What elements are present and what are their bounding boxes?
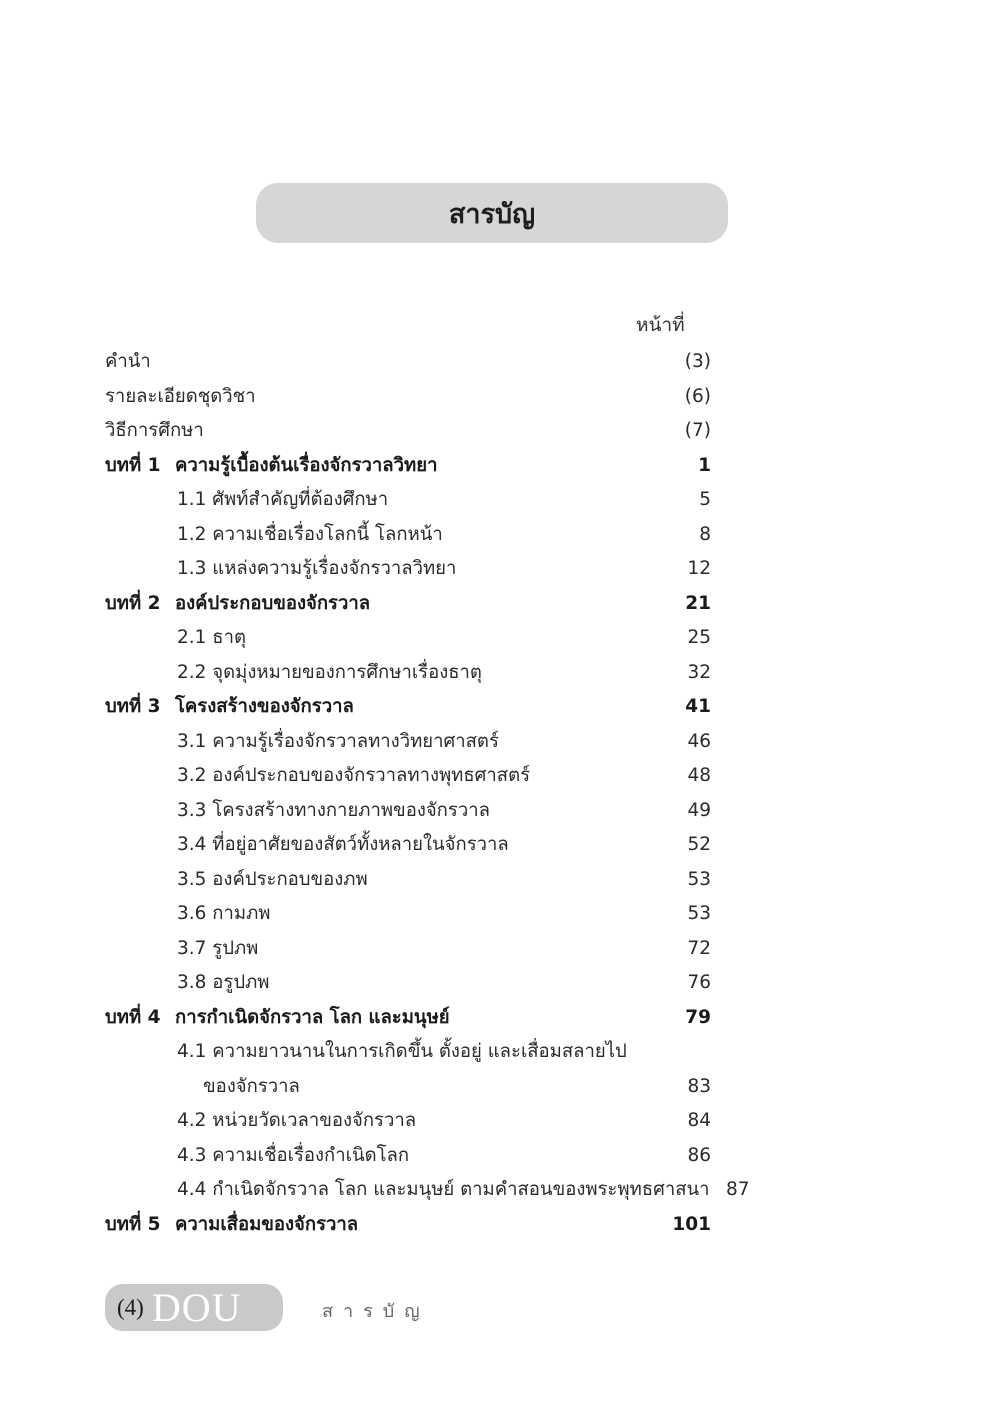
- toc-row-section-3-7[interactable]: [105, 932, 711, 967]
- chapter-title: การกำเนิดจักรวาล โลก และมนุษย์: [175, 1006, 450, 1028]
- footer-badge: [105, 1284, 283, 1331]
- footer-page-number: (4): [117, 1294, 144, 1320]
- toc-entry-page: (6): [684, 385, 711, 407]
- toc-row-section-3-8[interactable]: [105, 966, 711, 1001]
- toc-entry-page: 8: [699, 523, 711, 545]
- toc-row-section-1-2[interactable]: [105, 518, 711, 553]
- toc-row-chapter-4[interactable]: [105, 1001, 711, 1036]
- toc-entry-page: 53: [687, 903, 711, 924]
- toc-entry-page: 5: [699, 489, 711, 510]
- toc-entry-page: 48: [687, 765, 711, 786]
- toc-entry-label: 3.4 ที่อยู่อาศัยของสัตว์ทั้งหลายในจักรวาล: [177, 834, 509, 855]
- toc-row-chapter-3[interactable]: [105, 690, 711, 725]
- toc-chapter-label: [105, 587, 671, 622]
- page-column-label: หน้าที่: [636, 314, 685, 336]
- toc-entry-label: วิธีการศึกษา: [105, 420, 204, 441]
- chapter-number: บทที่ 1: [105, 454, 161, 476]
- toc-entry-label: 1.2 ความเชื่อเรื่องโลกนี้ โลกหน้า: [177, 523, 443, 545]
- toc-row-study-method[interactable]: [105, 414, 711, 449]
- toc-row-section-2-2[interactable]: [105, 656, 711, 691]
- toc-entry-page: 32: [687, 661, 711, 683]
- toc-entry-label: 3.5 องค์ประกอบของภพ: [177, 868, 368, 890]
- toc-row-section-4-2[interactable]: [105, 1104, 711, 1139]
- toc-row-section-1-1[interactable]: [105, 483, 711, 518]
- title-banner: [256, 183, 728, 243]
- toc-entry-label: 3.6 กามภพ: [177, 903, 271, 924]
- toc-row-section-3-6[interactable]: [105, 897, 711, 932]
- toc-entry-label: คำนำ: [105, 351, 151, 372]
- toc-row-section-3-2[interactable]: [105, 759, 711, 794]
- toc-row-chapter-1[interactable]: [105, 449, 711, 484]
- toc-entry-label: 3.1 ความรู้เรื่องจักรวาลทางวิทยาศาสตร์: [177, 730, 499, 752]
- toc-entry-label: 2.1 ธาตุ: [177, 627, 246, 648]
- toc-entry-page: 76: [687, 972, 711, 993]
- toc-entry-page: 87: [726, 1179, 750, 1200]
- toc-entry-label: 3.3 โครงสร้างทางกายภาพของจักรวาล: [177, 799, 490, 821]
- toc-entry-page: 83: [687, 1075, 711, 1097]
- chapter-title: ความรู้เบื้องต้นเรื่องจักรวาลวิทยา: [175, 454, 438, 476]
- toc-row-section-4-4[interactable]: [105, 1173, 750, 1208]
- toc-entry-page: 46: [687, 730, 711, 752]
- toc-entry-page: 86: [687, 1144, 711, 1166]
- toc-entry-page: 84: [687, 1110, 711, 1131]
- toc-entry-page: 49: [687, 799, 711, 821]
- toc-entry-page: (7): [684, 420, 711, 441]
- toc-entry-label: รายละเอียดชุดวิชา: [105, 385, 256, 407]
- page-title: สารบัญ: [448, 198, 536, 230]
- toc-entry-label: 3.2 องค์ประกอบของจักรวาลทางพุทธศาสตร์: [177, 765, 531, 786]
- toc-entry-page: 52: [687, 834, 711, 855]
- chapter-number: บทที่ 2: [105, 592, 161, 614]
- toc-chapter-label: [105, 690, 671, 725]
- toc-entry-page: 41: [685, 696, 711, 717]
- toc-row-preface[interactable]: [105, 345, 711, 380]
- toc-row-course-details[interactable]: [105, 380, 711, 415]
- toc-entry-page: (3): [684, 351, 711, 372]
- toc-row-section-1-3[interactable]: [105, 552, 711, 587]
- toc-row-section-4-1-continued[interactable]: [105, 1070, 711, 1105]
- toc-entry-label: 4.2 หน่วยวัดเวลาของจักรวาล: [177, 1110, 417, 1131]
- footer-caption: สารบัญ: [322, 1301, 430, 1322]
- toc-row-section-3-4[interactable]: [105, 828, 711, 863]
- toc-row-chapter-2[interactable]: [105, 587, 711, 622]
- toc-entry-page: 25: [687, 627, 711, 648]
- chapter-number: บทที่ 4: [105, 1006, 161, 1028]
- chapter-number: บทที่ 5: [105, 1213, 161, 1235]
- toc-entry-page: 79: [685, 1006, 711, 1028]
- toc-chapter-label: [105, 1208, 671, 1243]
- footer-brand-logo: DOU: [151, 1285, 242, 1330]
- toc-entry-label: 3.8 อรูปภพ: [177, 972, 270, 993]
- toc-entry-page: 72: [687, 937, 711, 959]
- toc-row-section-2-1[interactable]: [105, 621, 711, 656]
- toc-row-section-4-3[interactable]: [105, 1139, 711, 1174]
- toc-entry-label: ของจักรวาล: [203, 1075, 300, 1097]
- chapter-number: บทที่ 3: [105, 696, 161, 717]
- toc-entry-label: 2.2 จุดมุ่งหมายของการศึกษาเรื่องธาตุ: [177, 661, 482, 683]
- toc-entry-page: 12: [687, 558, 711, 579]
- toc-entry-page: 21: [685, 592, 711, 614]
- chapter-title: โครงสร้างของจักรวาล: [175, 696, 354, 717]
- toc-row-chapter-5[interactable]: [105, 1208, 711, 1243]
- table-of-contents: [105, 345, 750, 1242]
- toc-entry-label: 3.7 รูปภพ: [177, 937, 259, 959]
- toc-entry-label: 1.1 ศัพท์สำคัญที่ต้องศึกษา: [177, 489, 389, 510]
- toc-entry-page: 101: [672, 1213, 711, 1235]
- toc-entry-page: 1: [698, 454, 711, 476]
- toc-row-section-3-1[interactable]: [105, 725, 711, 760]
- toc-entry-label: 1.3 แหล่งความรู้เรื่องจักรวาลวิทยา: [177, 558, 457, 579]
- chapter-title: ความเสื่อมของจักรวาล: [175, 1213, 359, 1235]
- toc-entry-page: 53: [687, 868, 711, 890]
- toc-row-section-3-5[interactable]: [105, 863, 711, 898]
- toc-chapter-label: [105, 449, 671, 484]
- toc-row-section-3-3[interactable]: [105, 794, 711, 829]
- chapter-title: องค์ประกอบของจักรวาล: [175, 592, 371, 614]
- toc-entry-label: 4.1 ความยาวนานในการเกิดขึ้น ตั้งอยู่ และเสื่อมสลายไป: [177, 1041, 627, 1062]
- toc-row-section-4-1[interactable]: [105, 1035, 711, 1070]
- toc-chapter-label: [105, 1001, 671, 1036]
- toc-entry-label: 4.4 กำเนิดจักรวาล โลก และมนุษย์ ตามคำสอนของพระพุทธศาสนา: [177, 1179, 710, 1200]
- toc-entry-label: 4.3 ความเชื่อเรื่องกำเนิดโลก: [177, 1144, 410, 1166]
